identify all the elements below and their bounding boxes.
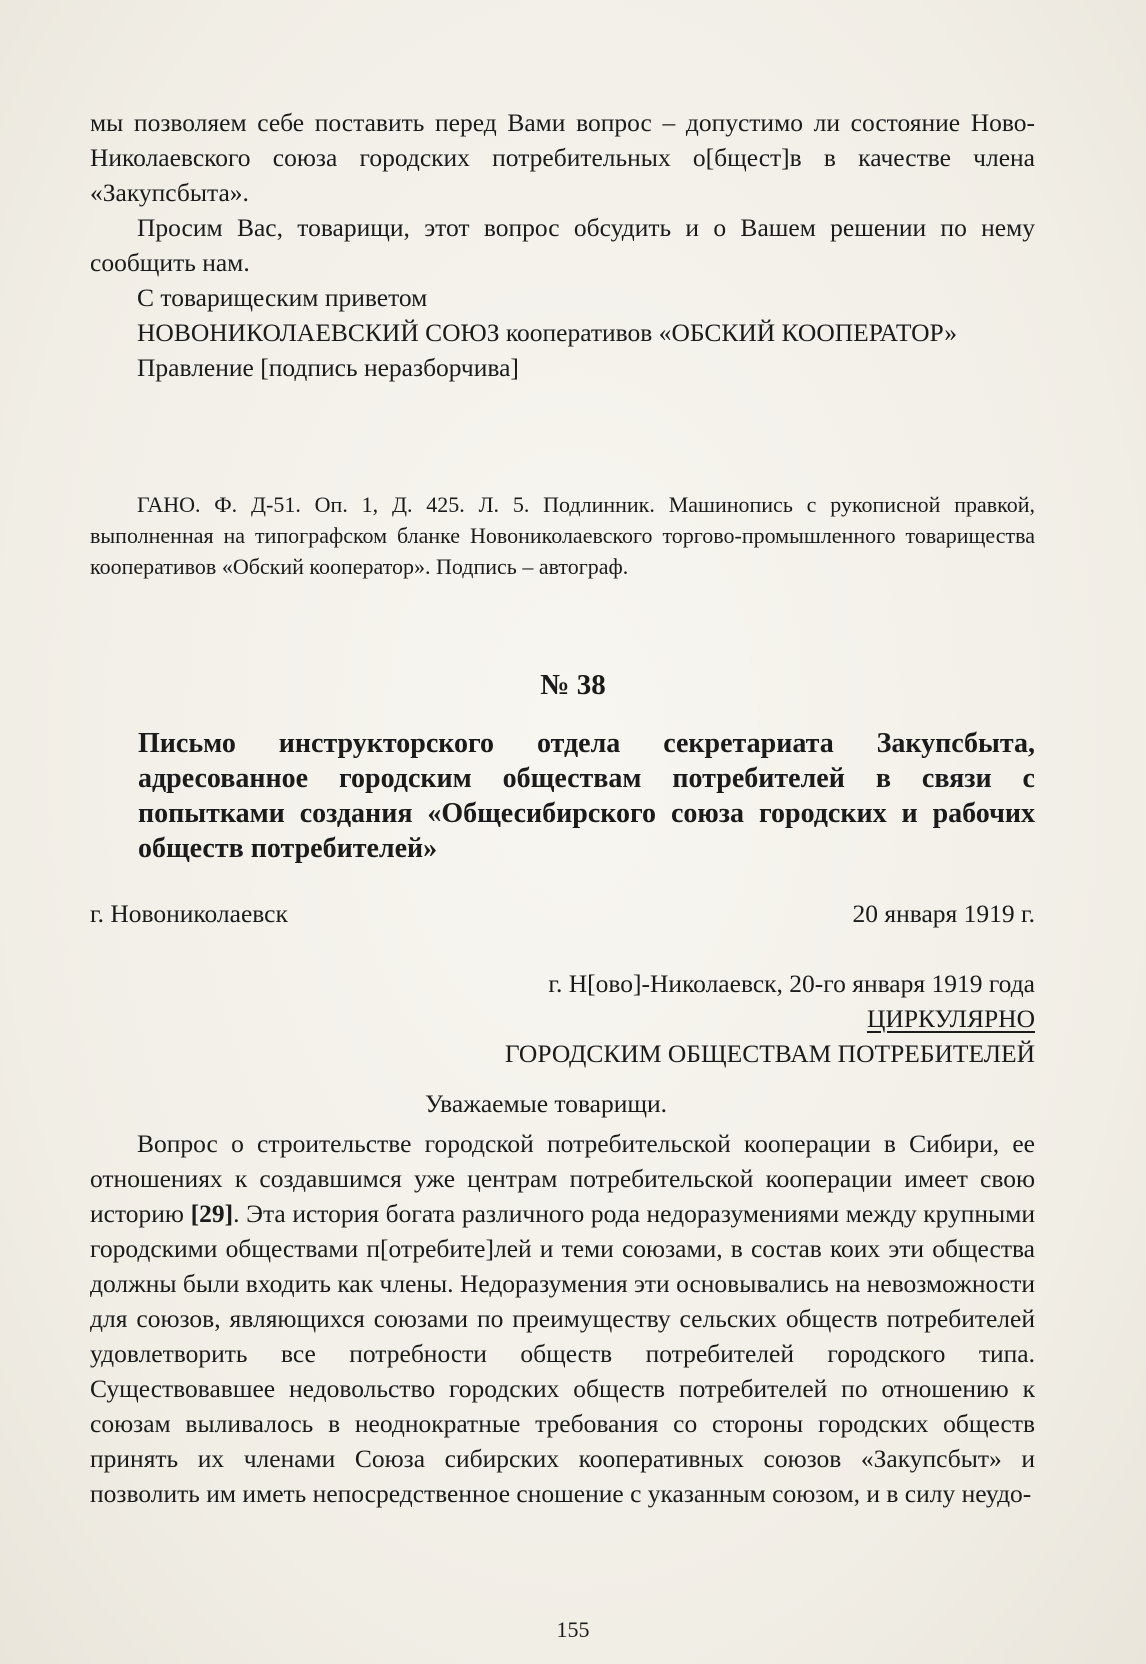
organization-name: НОВОНИКОЛАЕВСКИЙ СОЮЗ кооперативов «ОБСКИЙ КООПЕРАТОР» (137, 318, 958, 347)
salutation: С товарищеским приветом (137, 283, 428, 312)
letter-body (90, 1126, 1035, 1511)
circular-mark: ЦИРКУЛЯРНО (866, 1004, 1035, 1033)
document-date: 20 января 1919 г. (852, 899, 1035, 928)
document-number: № 38 (540, 669, 606, 701)
footnote-reference: [29] (190, 1199, 234, 1228)
letter-continuation (90, 105, 1035, 385)
body-part-1: Вопрос о строительстве городской потребительской кооперации в Сибири, ее отношениях к создавшимся уже центрам потребительской кооперации имеет свою историю (90, 1129, 1035, 1228)
page-number: 155 (556, 1617, 590, 1642)
paragraph-request: Просим Вас, товарищи, этот вопрос обсудить и о Вашем решении по нему сообщить нам. (90, 213, 1035, 277)
addressee: ГОРОДСКИМ ОБЩЕСТВАМ ПОТРЕБИТЕЛЕЙ (504, 1039, 1035, 1068)
archive-source-note: ГАНО. Ф. Д-51. Оп. 1, Д. 425. Л. 5. Подлинник. Машинопись с рукописной правкой, выполненная на типографском бланке Новониколаевского торгово-промышленного товарищества кооперативов «Обский кооператор». Подпись – автограф. (90, 492, 1035, 579)
document-title: Письмо инструкторского отдела секретариата Закупсбыта, адресованное городским обществам потребителей в связи с попытками создания «Общесибирского союза городских и рабочих обществ потребителей» (138, 728, 1035, 864)
body-part-2: . Эта история богата различного рода недоразумениями между крупными городскими обществами п[отребите]лей и теми союзами, в состав коих эти общества должны были входить как члены. Недоразумения эти основывались на невозможности для союзов, являющихся союзами по преимуществу сельских обществ потребителей удовлетворить все потребности обществ потребителей городского типа. Существовавшее недовольство городских обществ потребителей по отношению к союзам выливалось в неоднократные требования со стороны городских обществ принять их членами Союза сибирских кооперативных союзов «Закупсбыт» и позволить им иметь непосредственное сношение с указанным союзом, и в силу неудо- (90, 1199, 1035, 1508)
document-place: г. Новониколаевск (90, 899, 288, 928)
body-paragraph (90, 1126, 1035, 1511)
letter-header-date: г. Н[ово]-Николаевск, 20-го января 1919 года (548, 969, 1035, 998)
paragraph-question: мы позволяем себе поставить перед Вами вопрос – допустимо ли состояние Ново-Николаевского союза городских потребительных о[бщест]в в качестве члена «Закупсбыта». (90, 108, 1035, 207)
greeting: Уважаемые товарищи. (425, 1089, 668, 1118)
place-date-row (90, 896, 1035, 931)
signature-line: Правление [подпись неразборчива] (137, 353, 519, 382)
